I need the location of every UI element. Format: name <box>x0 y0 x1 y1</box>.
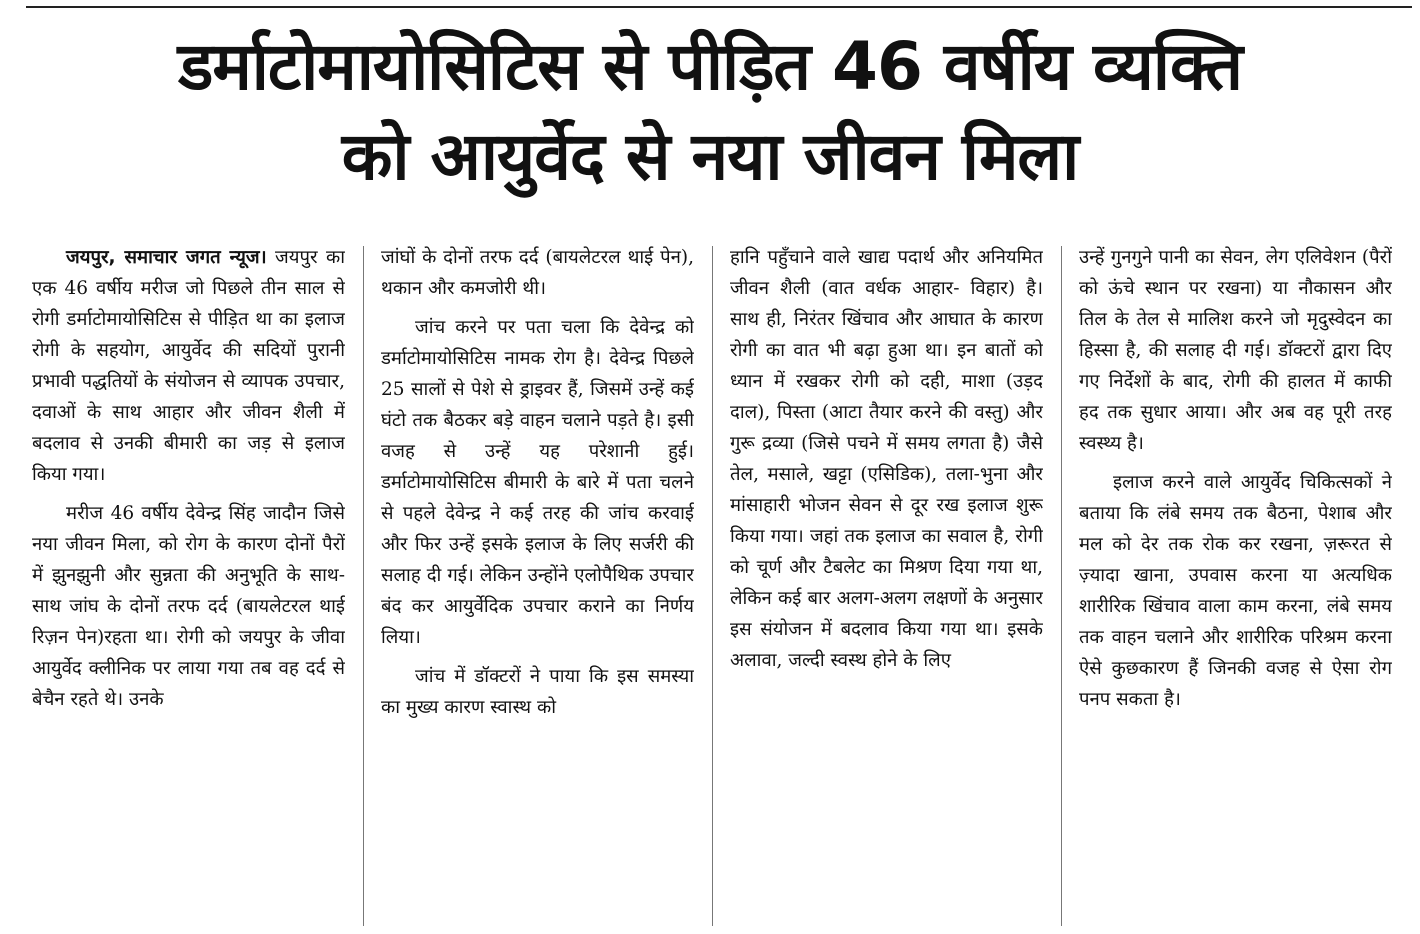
column-divider <box>363 246 364 926</box>
headline-line-2: को आयुर्वेद से नया जीवन मिला <box>341 118 1079 195</box>
top-rule <box>26 6 1412 8</box>
dateline: जयपुर, समाचार जगत न्यूज। <box>66 247 267 268</box>
headline <box>20 22 1400 202</box>
paragraph-text: जयपुर का एक 46 वर्षीय मरीज जो पिछले तीन साल से रोगी डर्माटोमायोसिटिस से पीड़ित था का इलाज रोगी के सहयोग, आयुर्वेद की सदियों पुरानी प्रभावी पद्धतियों के संयोजन से व्यापक उपचार, दवाओं के साथ आहार और जीवन शैली में बदलाव से उनकी बीमारी का जड़ से इलाज किया गया। <box>32 247 345 485</box>
article-paragraph: जांघों के दोनों तरफ दर्द (बायलेटरल थाई पेन), थकान और कमजोरी थी। <box>381 247 694 299</box>
article-paragraph: मरीज 46 वर्षीय देवेन्द्र सिंह जादौन जिसे नया जीवन मिला, को रोग के कारण दोनों पैरों में झुनझुनी और सुन्नता की अनुभूति के साथ-साथ जांघ के दोनों तरफ दर्द (बायलेटरल थाई रिज़न पेन)रहता था। रोगी को जयपुर के जीवा आयुर्वेद क्लीनिक पर लाया गया तब वह दर्द से बेचैन रहते थे। उनके <box>32 503 345 710</box>
article-paragraph: हानि पहुँचाने वाले खाद्य पदार्थ और अनियमित जीवन शैली (वात वर्धक आहार- विहार) है। साथ ही, निरंतर खिंचाव और आघात के कारण रोगी का वात भी बढ़ा हुआ था। इन बातों को ध्यान में रखकर रोगी को दही, माशा (उड़द दाल), पिस्ता (आटा तैयार करने की वस्तु) और गुरू द्रव्या (जिसे पचने में समय लगता है) जैसे तेल, मसाले, खट्टा (एसिडिक), तला-भुना और मांसाहारी भोजन सेवन से दूर रख इलाज शुरू किया गया। जहां तक इलाज का सवाल है, रोगी को चूर्ण और टैबलेट का मिश्रण दिया गया था, लेकिन कई बार अलग-अलग लक्षणों के अनुसार इस संयोजन में बदलाव किया गया था। इसके अलावा, जल्दी स्वस्थ होने के लिए <box>730 247 1043 671</box>
article-column-3 <box>730 242 1043 930</box>
article-column-2 <box>381 242 694 930</box>
article-body <box>32 242 1392 930</box>
article-paragraph: जांच में डॉक्टरों ने पाया कि इस समस्या का मुख्य कारण स्वास्थ को <box>381 666 694 718</box>
article-paragraph: जांच करने पर पता चला कि देवेन्द्र को डर्माटोमायोसिटिस नामक रोग है। देवेन्द्र पिछले 25 सालों से पेशे से ड्राइवर हैं, जिसमें उन्हें कई घंटो तक बैठकर बड़े वाहन चलाने पड़ते है। इसी वजह से उन्हें यह परेशानी हुई। डर्माटोमायोसिटिस बीमारी के बारे में पता चलने से पहले देवेन्द्र ने कई तरह की जांच करवाई और फिर उन्हें इसके इलाज के लिए सर्जरी की सलाह दी गई। लेकिन उन्होंने एलोपैथिक उपचार बंद कर आयुर्वेदिक उपचार कराने का निर्णय लिया। <box>381 317 694 648</box>
column-divider <box>712 246 713 926</box>
article-column-1 <box>32 242 345 930</box>
article-paragraph <box>32 242 345 490</box>
article-paragraph: इलाज करने वाले आयुर्वेद चिकित्सकों ने बताया कि लंबे समय तक बैठना, पेशाब और मल को देर तक रोक कर रखना, ज़रूरत से ज़्यादा खाना, उपवास करना या अत्यधिक शारीरिक खिंचाव वाला काम करना, लंबे समय तक वाहन चलाने और शारीरिक परिश्रम करना ऐसे कुछकारण हैं जिनकी वजह से ऐसा रोग पनप सकता है। <box>1079 472 1392 710</box>
article-paragraph: उन्हें गुनगुने पानी का सेवन, लेग एलिवेशन (पैरों को ऊंचे स्थान पर रखना) या नौकासन और तिल के तेल से मालिश करने जो मृदुस्वेदन का हिस्सा है, की सलाह दी गई। डॉक्टरों द्वारा दिए गए निर्देशों के बाद, रोगी की हालत में काफी हद तक सुधार आया। और अब वह पूरी तरह स्वस्थ्य है। <box>1079 247 1392 454</box>
article-column-4 <box>1079 242 1392 930</box>
headline-line-1: डर्माटोमायोसिटिस से पीड़ित 46 वर्षीय व्यक्ति <box>178 28 1242 105</box>
column-divider <box>1061 246 1062 926</box>
